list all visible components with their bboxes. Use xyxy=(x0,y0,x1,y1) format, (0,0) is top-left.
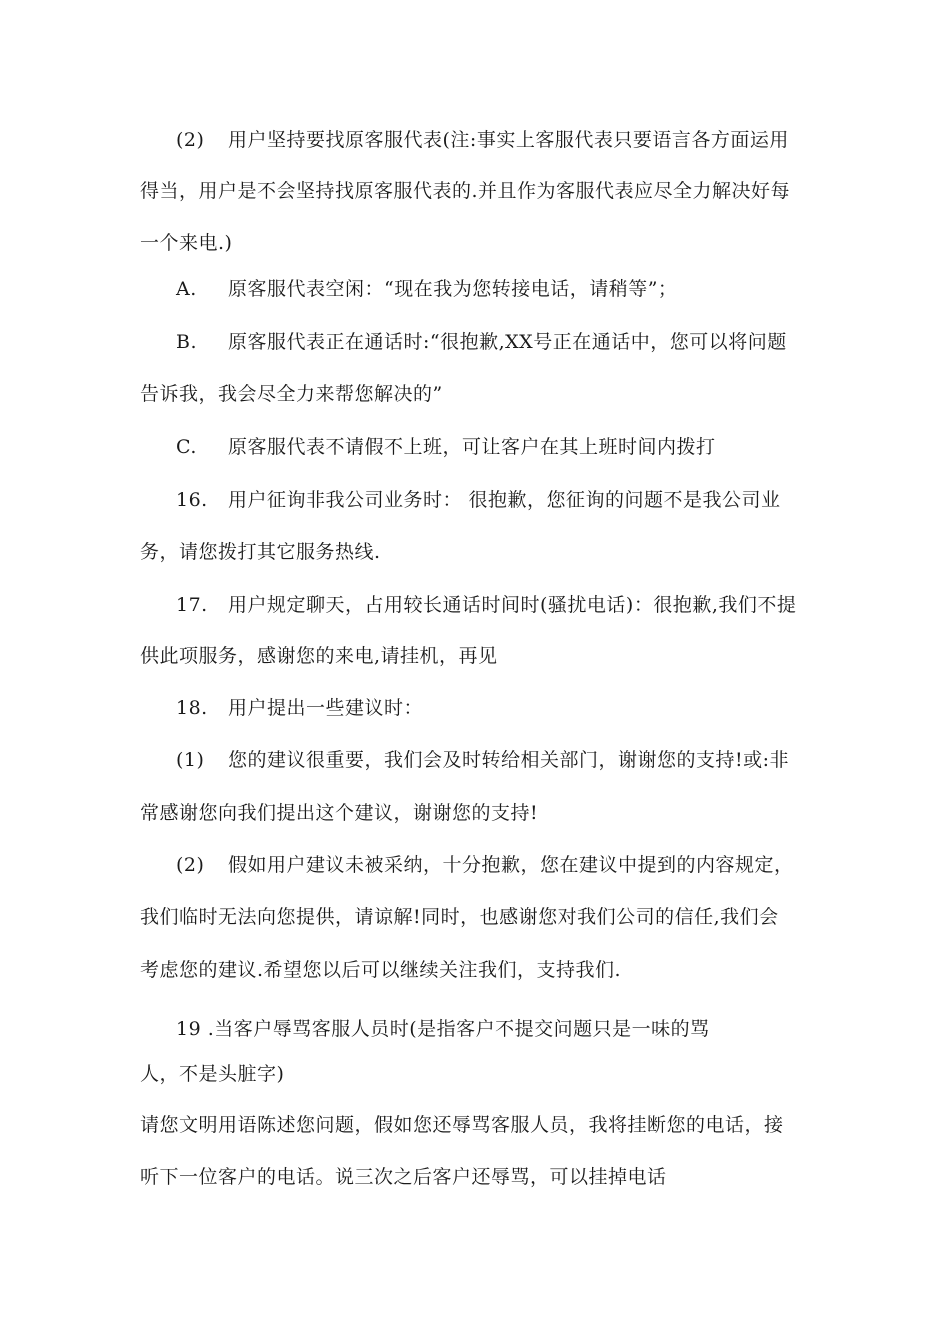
para-18-2-line-2: 我们临时无法向您提供，请谅解!同时，也感谢您对我们公司的信任,我们会 xyxy=(140,906,779,928)
para-a-marker: A. xyxy=(176,278,197,300)
para-19-line-3: 请您文明用语陈述您问题，假如您还辱骂客服人员，我将挂断您的电话，接 xyxy=(140,1114,784,1136)
para-17-text: 用户规定聊天，占用较长通话时间时(骚扰电话)：很抱歉,我们不提 xyxy=(228,594,797,616)
para-17-marker: 17. xyxy=(176,594,208,616)
para-18-2-line-3: 考虑您的建议.希望您以后可以继续关注我们，支持我们. xyxy=(140,959,622,981)
para-17-line-2: 供此项服务，感谢您的来电,请挂机，再见 xyxy=(140,645,498,667)
para-16-text: 用户征询非我公司业务时： 很抱歉，您征询的问题不是我公司业 xyxy=(228,489,781,511)
para-b-text: 原客服代表正在通话时:“很抱歉,XX号正在通话中，您可以将问题 xyxy=(228,331,787,353)
para-a-text: 原客服代表空闲：“现在我为您转接电话，请稍等”； xyxy=(228,278,678,300)
para-2-text: 用户坚持要找原客服代表(注:事实上客服代表只要语言各方面运用 xyxy=(228,129,789,151)
para-18-2-marker: (2) xyxy=(176,854,205,876)
para-16-line-2: 务，请您拨打其它服务热线. xyxy=(140,541,381,563)
para-19-line-4: 听下一位客户的电话。说三次之后客户还辱骂，可以挂掉电话 xyxy=(140,1166,667,1188)
para-16-line-1 xyxy=(176,487,781,513)
para-b-line-2: 告诉我，我会尽全力来帮您解决的” xyxy=(140,383,443,405)
para-19-line-2: 人，不是头脏字) xyxy=(140,1063,285,1085)
para-16-marker: 16. xyxy=(176,489,208,511)
para-18-2-text: 假如用户建议未被采纳，十分抱歉，您在建议中提到的内容规定， xyxy=(228,854,794,876)
para-18-marker: 18. xyxy=(176,697,208,719)
para-18-1-line-1 xyxy=(176,747,789,773)
para-18-line-1 xyxy=(176,695,423,721)
para-c-marker: C. xyxy=(176,436,197,458)
para-c-line-1 xyxy=(176,434,716,460)
para-17-line-1 xyxy=(176,592,796,618)
para-2-line-1 xyxy=(176,127,789,153)
para-a-line-1 xyxy=(176,276,677,302)
para-2-line-3: 一个来电.) xyxy=(140,232,233,254)
para-b-line-1 xyxy=(176,329,787,355)
para-18-1-text: 您的建议很重要，我们会及时转给相关部门，谢谢您的支持!或:非 xyxy=(228,749,790,771)
para-2-marker: (2) xyxy=(176,129,205,151)
para-18-text: 用户提出一些建议时： xyxy=(228,697,424,719)
para-18-2-line-1 xyxy=(176,852,794,878)
para-c-text: 原客服代表不请假不上班，可让客户在其上班时间内拨打 xyxy=(228,436,716,458)
para-2-line-2: 得当，用户是不会坚持找原客服代表的.并且作为客服代表应尽全力解决好每 xyxy=(140,180,791,202)
para-19-line-1: 19 .当客户辱骂客服人员时(是指客户不提交问题只是一味的骂 xyxy=(176,1018,710,1040)
para-18-1-line-2: 常感谢您向我们提出这个建议，谢谢您的支持! xyxy=(140,802,539,824)
para-18-1-marker: (1) xyxy=(176,749,205,771)
para-b-marker: B. xyxy=(176,331,198,353)
